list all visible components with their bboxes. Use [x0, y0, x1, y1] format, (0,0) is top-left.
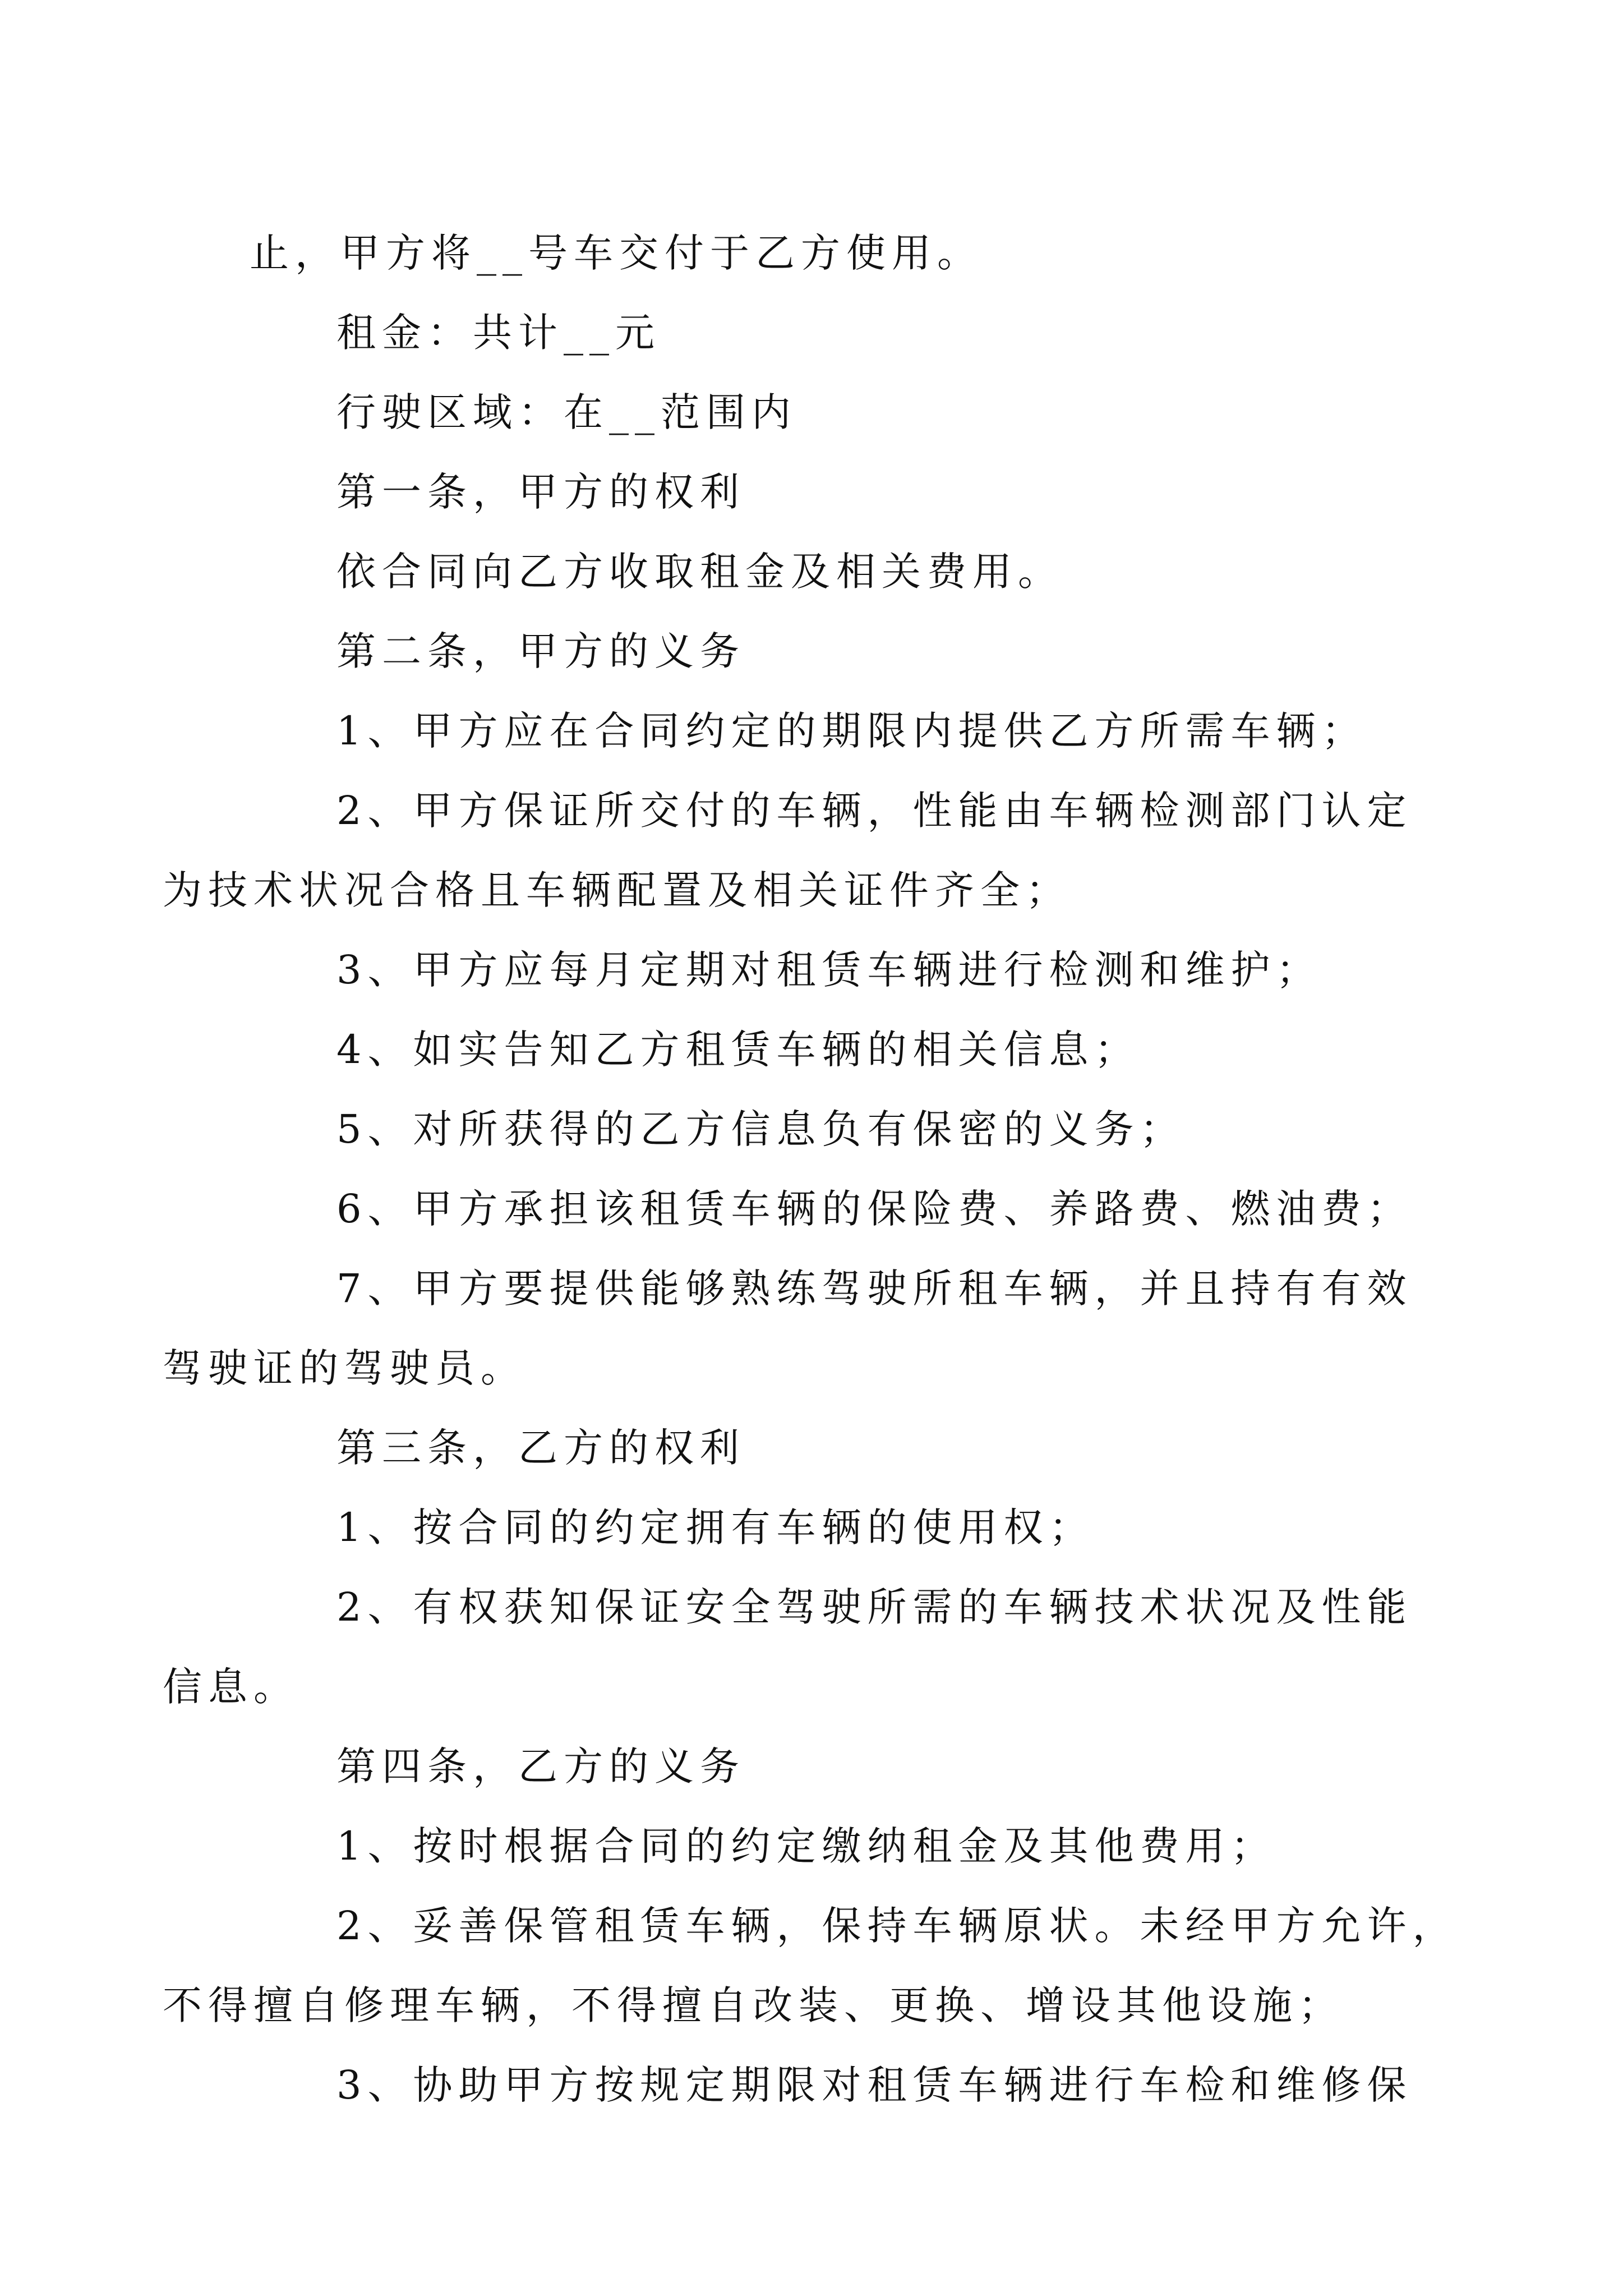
paragraph-rent — [250, 293, 1388, 372]
list-item — [163, 1249, 1413, 1408]
text-line: 1、按时根据合同的约定缴纳租金及其他费用； — [336, 1823, 1276, 1869]
paragraph-driving-area — [250, 372, 1388, 452]
text-line: 租金：共计__元 — [336, 310, 661, 356]
paragraph — [250, 213, 1388, 293]
list-item — [163, 1886, 1458, 2045]
text-line: 第四条，乙方的义务 — [336, 1743, 745, 1789]
text-line: 5、对所获得的乙方信息负有保密的义务； — [336, 1106, 1186, 1152]
paragraph — [250, 532, 1388, 611]
list-item — [250, 691, 1388, 771]
list-item — [163, 1567, 1413, 1727]
article-heading — [250, 611, 1388, 691]
text-line: 2、甲方保证所交付的车辆，性能由车辆检测部门认定 — [336, 788, 1413, 834]
list-item — [250, 1488, 1388, 1567]
list-item — [250, 2045, 1413, 2125]
text-line: 第一条，甲方的权利 — [336, 469, 745, 515]
text-line: 1、按合同的约定拥有车辆的使用权； — [336, 1504, 1095, 1550]
list-item — [250, 930, 1388, 1010]
text-line: 依合同向乙方收取租金及相关费用。 — [336, 549, 1063, 595]
text-line: 6、甲方承担该租赁车辆的保险费、养路费、燃油费； — [336, 1186, 1413, 1232]
text-line: 第二条，甲方的义务 — [336, 628, 745, 674]
article-heading — [250, 1408, 1388, 1488]
list-item — [163, 771, 1413, 930]
text-line: 3、协助甲方按规定期限对租赁车辆进行车检和维修保 — [336, 2062, 1413, 2108]
list-item — [250, 1806, 1388, 1886]
text-line: 为技术状况合格且车辆配置及相关证件齐全； — [163, 867, 1071, 913]
article-heading — [250, 452, 1388, 532]
text-line: 第三条，乙方的权利 — [336, 1425, 745, 1471]
text-line: 2、有权获知保证安全驾驶所需的车辆技术状况及性能 — [336, 1584, 1413, 1630]
text-line: 7、甲方要提供能够熟练驾驶所租车辆，并且持有有效 — [336, 1266, 1413, 1312]
text-line: 1、甲方应在合同约定的期限内提供乙方所需车辆； — [336, 708, 1367, 754]
text-line: 行驶区域：在__范围内 — [336, 389, 797, 435]
list-item — [250, 1089, 1388, 1169]
text-line: 2、妥善保管租赁车辆，保持车辆原状。未经甲方允许， — [336, 1903, 1458, 1949]
text-line: 4、如实告知乙方租赁车辆的相关信息； — [336, 1027, 1140, 1073]
text-line: 驾驶证的驾驶员。 — [163, 1345, 526, 1391]
list-item — [250, 1169, 1413, 1249]
list-item — [250, 1010, 1388, 1089]
text-line: 止，甲方将__号车交付于乙方使用。 — [250, 230, 983, 276]
article-heading — [250, 1727, 1388, 1806]
text-line: 3、甲方应每月定期对租赁车辆进行检测和维护； — [336, 947, 1322, 993]
text-line: 不得擅自修理车辆，不得擅自改装、更换、增设其他设施； — [163, 1982, 1344, 2028]
document-body — [163, 213, 1458, 2125]
text-line: 信息。 — [163, 1664, 299, 1710]
